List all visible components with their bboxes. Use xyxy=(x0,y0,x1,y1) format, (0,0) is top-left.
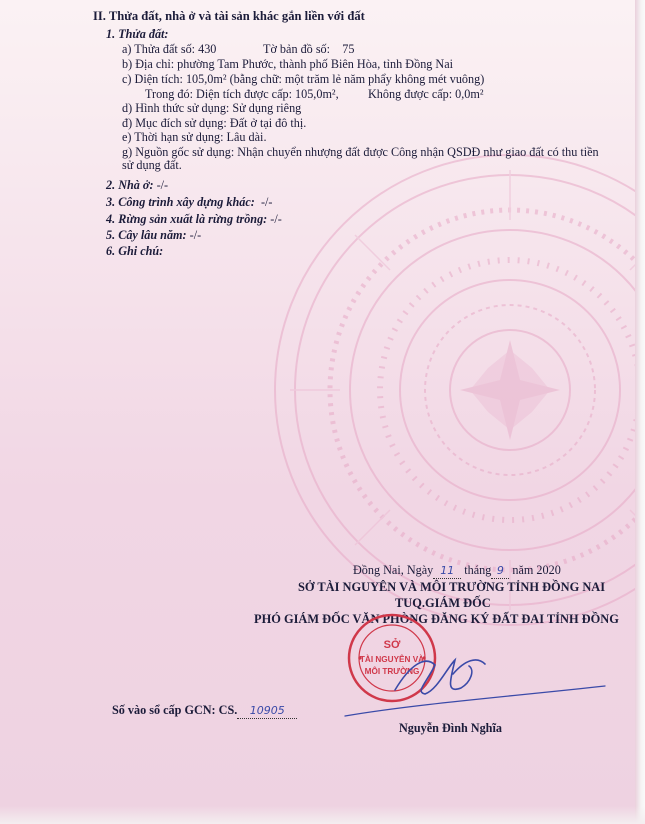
item-value: -/- xyxy=(189,228,202,242)
usage-term: e) Thời hạn sử dụng: Lâu dài. xyxy=(122,130,267,144)
register-number-row xyxy=(112,703,297,719)
issuing-authority: SỞ TÀI NGUYÊN VÀ MÔI TRƯỜNG TỈNH ĐỒNG NAI xyxy=(298,580,606,594)
item-notes xyxy=(106,244,163,258)
date-month-word: tháng xyxy=(464,563,492,577)
signer-name: Nguyễn Đình Nghĩa xyxy=(399,721,502,735)
register-label: Số vào sổ cấp GCN: CS. xyxy=(112,703,238,717)
register-number: 10905 xyxy=(249,704,285,717)
section-title: II. Thửa đất, nhà ở và tài sản khác gắn liền với đất xyxy=(93,9,365,23)
map-sheet-row xyxy=(263,42,354,56)
area: c) Diện tích: 105,0m² (bằng chữ: một trăm lẻ năm phẩy không mét vuông) xyxy=(122,72,485,86)
item-value: -/- xyxy=(270,212,282,226)
item-house xyxy=(106,178,168,192)
usage-form: d) Hình thức sử dụng: Sử dụng riêng xyxy=(122,101,302,115)
map-sheet-label: Tờ bản đồ số: xyxy=(263,42,331,56)
seal-line-1: SỞ xyxy=(383,639,401,651)
item-value: -/- xyxy=(260,195,273,209)
usage-purpose: đ) Mục đích sử dụng: Đất ở tại đô thị. xyxy=(122,116,307,130)
on-behalf-of: TUQ.GIÁM ĐỐC xyxy=(395,596,491,610)
address: b) Địa chỉ: phường Tam Phước, thành phố Biên Hòa, tỉnh Đồng Nai xyxy=(122,57,454,71)
origin-line-2: sử dụng đất. xyxy=(122,158,182,172)
parcel-number-row xyxy=(122,42,216,56)
seal-line-3: MÔI TRƯỜNG xyxy=(364,667,420,676)
date-month: 9 xyxy=(496,564,504,577)
area-granted: Trong đó: Diện tích được cấp: 105,0m², xyxy=(145,87,339,101)
item-label: 3. Công trình xây dựng khác: xyxy=(106,195,255,209)
item-label: 6. Ghi chú: xyxy=(106,244,164,258)
item-label: 2. Nhà ở: xyxy=(106,178,154,192)
seal-line-2: TÀI NGUYÊN VÀ xyxy=(359,655,425,664)
item-label: 4. Rừng sản xuất là rừng trồng: xyxy=(106,212,268,226)
signature-mark xyxy=(335,630,615,722)
date-day: 11 xyxy=(440,564,455,577)
item-value: -/- xyxy=(156,178,169,192)
parcel-number-label: a) Thửa đất số: xyxy=(122,42,196,56)
parcel-number: 430 xyxy=(198,42,217,56)
map-sheet-number: 75 xyxy=(342,42,355,56)
item-planted-forest xyxy=(106,212,282,226)
land-parcel-heading: 1. Thửa đất: xyxy=(106,27,169,41)
item-other-construction xyxy=(106,195,272,209)
signing-date xyxy=(353,563,561,579)
signer-title: PHÓ GIÁM ĐỐC VĂN PHÒNG ĐĂNG KÝ ĐẤT ĐAI TỈNH ĐỒNG xyxy=(254,612,619,626)
item-perennial-trees xyxy=(106,228,201,242)
origin-line-1: g) Nguồn gốc sử dụng: Nhận chuyển nhượng đất được Công nhận QSDĐ như giao đất có thu tiền xyxy=(122,145,599,159)
date-prefix: Đồng Nai, Ngày xyxy=(353,563,434,577)
item-label: 5. Cây lâu năm: xyxy=(106,228,187,242)
area-not-granted: Không được cấp: 0,0m² xyxy=(368,87,484,101)
date-year: năm 2020 xyxy=(512,563,561,577)
